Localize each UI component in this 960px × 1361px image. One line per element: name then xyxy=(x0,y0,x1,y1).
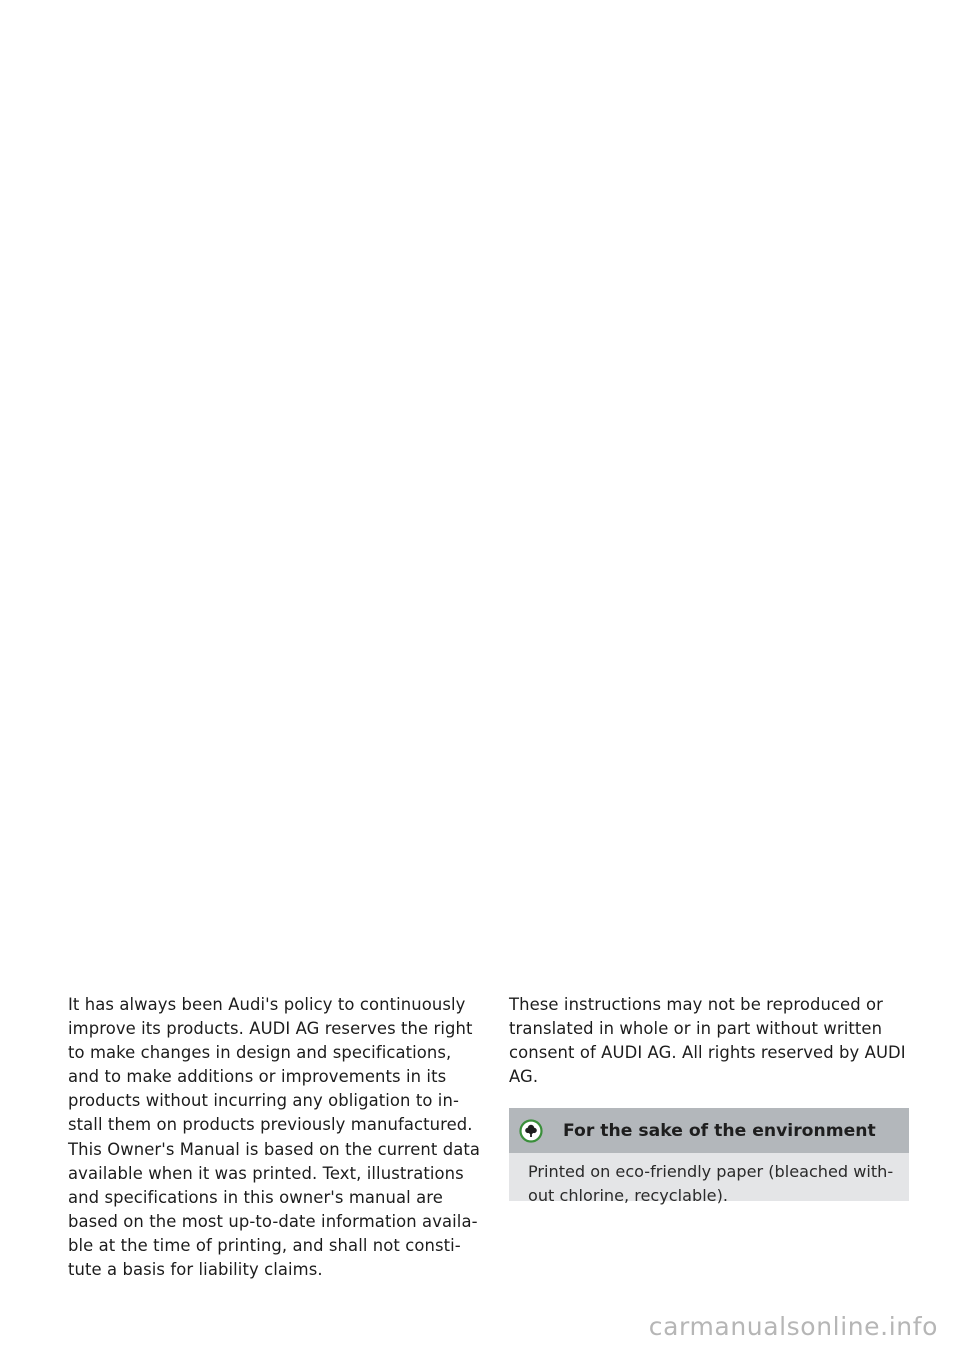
tree-icon xyxy=(519,1119,543,1143)
policy-paragraph xyxy=(68,993,481,1282)
text-line: tute a basis for liability claims. xyxy=(68,1260,323,1280)
right-column xyxy=(509,993,909,1089)
text-line: These instructions may not be reproduced or xyxy=(509,995,884,1014)
text-line: based on the most up-to-date information availa- xyxy=(68,1211,478,1231)
copyright-paragraph xyxy=(509,993,909,1089)
text-line: stall them on products previously manufactured. xyxy=(68,1115,473,1135)
environment-note-body xyxy=(509,1153,909,1208)
text-line: AG. xyxy=(509,1067,539,1087)
text-line: to make changes in design and specifications, xyxy=(68,1043,452,1063)
text-line: products without incurring any obligation to in- xyxy=(68,1091,459,1111)
text-line: ble at the time of printing, and shall not consti- xyxy=(68,1235,461,1255)
text-line: translated in whole or in part without written xyxy=(509,1019,883,1039)
text-line: consent of AUDI AG. All rights reserved by AUDI xyxy=(509,1043,906,1063)
text-line: out chlorine, recyclable). xyxy=(528,1186,728,1206)
environment-note-title: For the sake of the environment xyxy=(563,1120,876,1141)
left-column xyxy=(68,993,481,1282)
text-line: and to make additions or improvements in its xyxy=(68,1067,447,1087)
text-line: available when it was printed. Text, illustrations xyxy=(68,1163,464,1183)
site-watermark: carmanualsonline.info xyxy=(648,1312,938,1341)
text-line: and specifications in this owner's manual are xyxy=(68,1187,443,1207)
text-line: improve its products. AUDI AG reserves the right xyxy=(68,1019,473,1039)
text-line: It has always been Audi's policy to continuously xyxy=(68,995,466,1014)
environment-note-box xyxy=(509,1108,909,1206)
text-line: This Owner's Manual is based on the current data xyxy=(68,1139,481,1159)
text-line: Printed on eco-friendly paper (bleached with- xyxy=(528,1162,894,1181)
environment-note-header xyxy=(509,1108,909,1153)
